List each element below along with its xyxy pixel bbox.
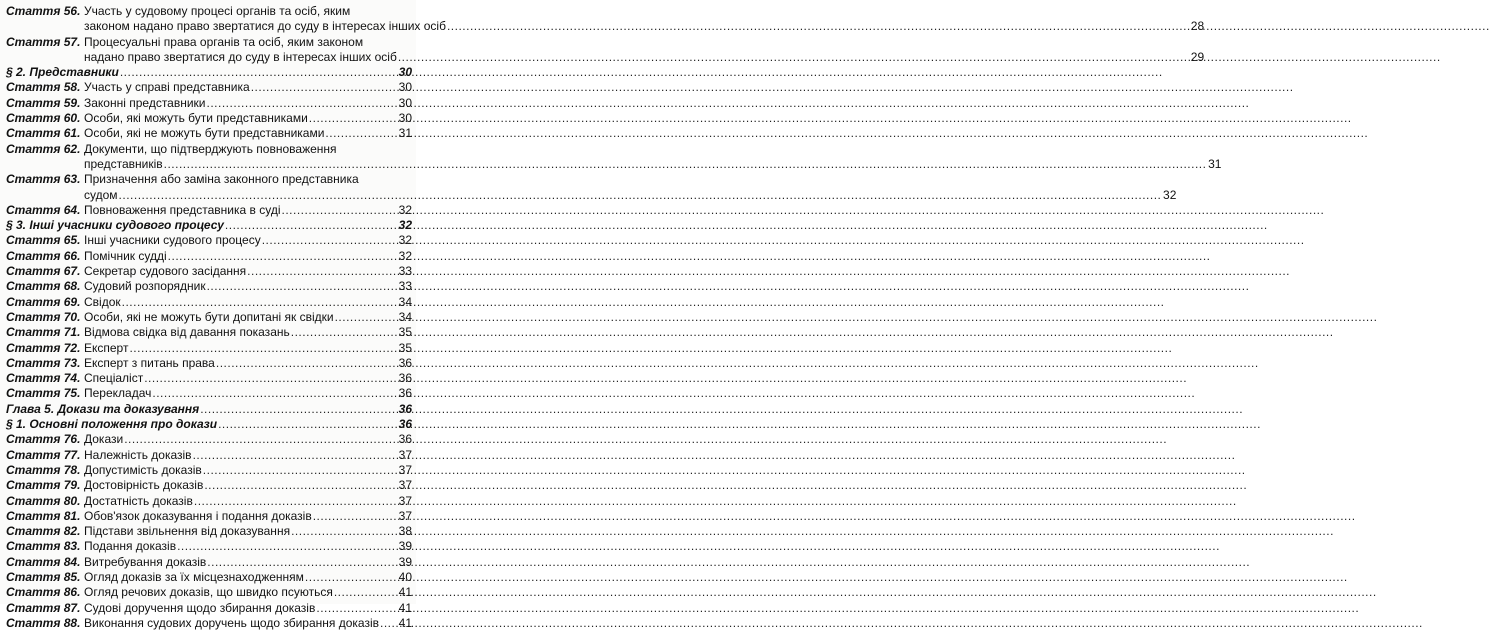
table-of-contents xyxy=(6,4,1222,631)
page-number: 32 xyxy=(398,218,412,233)
page-number: 35 xyxy=(398,340,412,355)
toc-entry xyxy=(6,509,412,524)
dot-leader xyxy=(291,325,397,340)
entry-label: Стаття 87. xyxy=(6,600,81,615)
dot-leader xyxy=(120,65,397,80)
toc-entry xyxy=(6,417,412,432)
page-number: 36 xyxy=(398,432,412,447)
toc-entry xyxy=(6,585,412,600)
dot-leader xyxy=(194,494,397,509)
toc-entry xyxy=(6,555,412,570)
toc-entry xyxy=(6,264,412,279)
entry-label: Стаття 85. xyxy=(6,569,81,584)
dot-leader xyxy=(291,524,397,539)
dot-leader xyxy=(262,233,397,248)
toc-entry xyxy=(6,616,412,631)
toc-entry xyxy=(6,65,412,80)
toc-entry xyxy=(6,570,412,585)
dot-leader xyxy=(247,264,397,279)
dot-leader xyxy=(447,19,1189,34)
page-number: 38 xyxy=(398,524,412,539)
dot-leader xyxy=(305,570,397,585)
entry-title: Законні представники xyxy=(84,95,206,110)
dot-leader xyxy=(129,341,397,356)
toc-entry xyxy=(6,601,412,616)
entry-label: Стаття 67. xyxy=(6,264,81,279)
dot-leader xyxy=(207,555,397,570)
page-number: 37 xyxy=(398,462,412,477)
dot-leader xyxy=(207,96,397,111)
entry-label: Стаття 70. xyxy=(6,309,81,324)
entry-title: Підстави звільнення від доказування xyxy=(84,524,291,539)
entry-title: Перекладач xyxy=(84,386,152,401)
entry-title: Помічник судді xyxy=(84,248,167,263)
entry-label: Стаття 77. xyxy=(6,447,81,462)
entry-label: Стаття 65. xyxy=(6,233,81,248)
entry-title: Витребування доказів xyxy=(84,554,207,569)
entry-title: Представники xyxy=(29,65,119,80)
toc-entry xyxy=(6,478,412,493)
entry-title: Відмова свідка від давання показань xyxy=(84,325,290,340)
page-number: 37 xyxy=(398,478,412,493)
entry-title: Секретар судового засідання xyxy=(84,264,247,279)
entry-label: Стаття 84. xyxy=(6,554,81,569)
entry-title: Подання доказів xyxy=(84,539,177,554)
entry-title-line: Документи, що підтверджують повноваження xyxy=(84,141,337,156)
entry-title-line: законом надано право звертатися до суду в інтересах інших осіб xyxy=(84,19,446,34)
toc-entry xyxy=(6,111,412,126)
dot-leader xyxy=(124,432,397,447)
dot-leader xyxy=(144,371,397,386)
entry-label: Стаття 68. xyxy=(6,279,81,294)
page-number: 33 xyxy=(398,279,412,294)
toc-entry xyxy=(6,463,412,478)
entry-label: Стаття 66. xyxy=(6,248,81,263)
page-number: 32 xyxy=(1163,187,1177,202)
toc-entry xyxy=(6,96,412,111)
toc-entry xyxy=(6,172,1177,203)
entry-title: Докази та доказування xyxy=(57,401,200,416)
page-number: 36 xyxy=(398,401,412,416)
dot-leader xyxy=(168,249,397,264)
toc-entry xyxy=(6,494,412,509)
entry-title-line: судом xyxy=(84,187,118,202)
entry-label: Стаття 63. xyxy=(6,172,81,187)
page-number: 35 xyxy=(398,325,412,340)
entry-label: Стаття 73. xyxy=(6,355,81,370)
entry-title: Достатність доказів xyxy=(84,493,193,508)
entry-title: Особи, які можуть бути представниками xyxy=(84,111,308,126)
toc-entry xyxy=(6,80,412,95)
page-number: 37 xyxy=(398,447,412,462)
page-number: 30 xyxy=(398,95,412,110)
entry-label: Стаття 76. xyxy=(6,432,81,447)
toc-entry xyxy=(6,524,412,539)
toc-entry xyxy=(6,341,412,356)
dot-leader xyxy=(316,601,397,616)
page-number: 41 xyxy=(398,585,412,600)
entry-label: Стаття 80. xyxy=(6,493,81,508)
entry-title: Експерт з питань права xyxy=(84,355,215,370)
page-number: 41 xyxy=(398,600,412,615)
page-number: 32 xyxy=(398,233,412,248)
toc-entry xyxy=(6,279,412,294)
page-number: 36 xyxy=(398,386,412,401)
entry-title: Виконання судових доручень щодо збирання доказів xyxy=(84,615,380,630)
entry-title: Експерт xyxy=(84,340,129,355)
entry-title: Спеціаліст xyxy=(84,371,144,386)
toc-entry xyxy=(6,448,412,463)
dot-leader xyxy=(193,448,397,463)
page-number: 31 xyxy=(398,126,412,141)
page-number: 34 xyxy=(398,309,412,324)
toc-entry xyxy=(6,310,412,325)
dot-leader xyxy=(203,463,397,478)
page-number: 36 xyxy=(398,417,412,432)
entry-title: Допустимість доказів xyxy=(84,462,202,477)
entry-label: Стаття 82. xyxy=(6,524,81,539)
toc-entry xyxy=(6,356,412,371)
entry-title-line: Процесуальні права органів та осіб, яким законом xyxy=(84,34,364,49)
entry-title: Докази xyxy=(84,432,124,447)
toc-entry xyxy=(6,402,412,417)
entry-title-line: представників xyxy=(84,156,163,171)
entry-label: Стаття 75. xyxy=(6,386,81,401)
dot-leader xyxy=(216,356,397,371)
page-number: 30 xyxy=(398,80,412,95)
dot-leader xyxy=(204,478,397,493)
page-number: 40 xyxy=(398,569,412,584)
entry-label: § 2. xyxy=(6,65,27,80)
toc-entry xyxy=(6,432,412,447)
entry-title: Належність доказів xyxy=(84,447,192,462)
page-number: 39 xyxy=(398,554,412,569)
dot-leader xyxy=(119,188,1162,203)
dot-leader xyxy=(380,616,397,631)
entry-label: Стаття 74. xyxy=(6,371,81,386)
entry-label: Стаття 56. xyxy=(6,4,81,18)
dot-leader xyxy=(177,539,397,554)
entry-label: Стаття 69. xyxy=(6,294,81,309)
toc-entry xyxy=(6,126,412,141)
entry-title: Судові доручення щодо збирання доказів xyxy=(84,600,316,615)
dot-leader xyxy=(200,402,397,417)
entry-title: Свідок xyxy=(84,294,121,309)
entry-label: § 3. xyxy=(6,218,27,233)
toc-entry xyxy=(6,218,412,233)
entry-title: Достовірність доказів xyxy=(84,478,204,493)
dot-leader xyxy=(313,509,397,524)
page-number: 31 xyxy=(1208,156,1222,171)
dot-leader xyxy=(207,279,397,294)
entry-label: Стаття 81. xyxy=(6,508,81,523)
dot-leader xyxy=(325,126,397,141)
entry-title: Особи, які не можуть бути представниками xyxy=(84,126,325,141)
page-number: 37 xyxy=(398,493,412,508)
entry-title: Обов'язок доказування і подання доказів xyxy=(84,508,312,523)
toc-entry xyxy=(6,249,412,264)
page-number: 34 xyxy=(398,294,412,309)
toc-entry xyxy=(6,371,412,386)
entry-title: Повноваження представника в суді xyxy=(84,202,281,217)
entry-label: Стаття 64. xyxy=(6,202,81,217)
page-number: 33 xyxy=(398,264,412,279)
page-number: 39 xyxy=(398,539,412,554)
entry-label: Стаття 57. xyxy=(6,34,81,49)
entry-label: Стаття 78. xyxy=(6,462,81,477)
entry-title: Судовий розпорядник xyxy=(84,279,206,294)
entry-label: Стаття 58. xyxy=(6,80,81,95)
entry-title-line: Участь у судовому процесі органів та осіб, яким xyxy=(84,4,351,18)
entry-title-line: Призначення або заміна законного представника xyxy=(84,172,359,187)
page-number: 30 xyxy=(398,111,412,126)
entry-label: Стаття 62. xyxy=(6,141,81,156)
dot-leader xyxy=(225,218,397,233)
dot-leader xyxy=(218,417,397,432)
entry-label: Стаття 72. xyxy=(6,340,81,355)
entry-label: Стаття 79. xyxy=(6,478,81,493)
dot-leader xyxy=(335,310,397,325)
toc-entry xyxy=(6,539,412,554)
entry-title: Інші учасники судового процесу xyxy=(29,218,224,233)
page-number: 37 xyxy=(398,508,412,523)
toc-entry xyxy=(6,295,412,310)
toc-entry xyxy=(6,233,412,248)
entry-label: § 1. xyxy=(6,417,27,432)
dot-leader xyxy=(398,50,1189,65)
dot-leader xyxy=(164,157,1207,172)
page-number: 29 xyxy=(1190,49,1205,64)
entry-label: Глава 5. xyxy=(6,401,55,416)
entry-label: Стаття 61. xyxy=(6,126,81,141)
dot-leader xyxy=(282,203,398,218)
dot-leader xyxy=(122,295,397,310)
toc-entry xyxy=(6,203,412,218)
page-number: 36 xyxy=(398,355,412,370)
entry-title: Участь у справі представника xyxy=(84,80,250,95)
entry-label: Стаття 86. xyxy=(6,585,81,600)
entry-title: Огляд доказів за їх місцезнаходженням xyxy=(84,569,304,584)
page-number: 28 xyxy=(1190,19,1205,34)
page-number: 36 xyxy=(398,371,412,386)
entry-title: Інші учасники судового процесу xyxy=(84,233,261,248)
page-number: 30 xyxy=(398,65,412,80)
toc-entry xyxy=(6,4,1205,35)
entry-label: Стаття 59. xyxy=(6,95,81,110)
entry-title: Особи, які не можуть бути допитані як свідки xyxy=(84,309,334,324)
toc-entry xyxy=(6,386,412,401)
entry-title-line: надано право звертатися до суду в інтересах інших осіб xyxy=(84,49,397,64)
toc-entry xyxy=(6,325,412,340)
entry-title: Основні положення про докази xyxy=(29,417,218,432)
page-number: 41 xyxy=(398,615,412,630)
entry-title: Огляд речових доказів, що швидко псуються xyxy=(84,585,333,600)
toc-entry xyxy=(6,34,1205,66)
dot-leader xyxy=(309,111,397,126)
dot-leader xyxy=(334,585,397,600)
dot-leader xyxy=(251,80,397,95)
toc-entry xyxy=(6,141,1222,173)
entry-label: Стаття 60. xyxy=(6,111,81,126)
page-number: 32 xyxy=(398,202,412,217)
entry-label: Стаття 88. xyxy=(6,615,81,630)
entry-label: Стаття 71. xyxy=(6,325,81,340)
dot-leader xyxy=(152,386,397,401)
page-number: 32 xyxy=(398,248,412,263)
entry-label: Стаття 83. xyxy=(6,539,81,554)
